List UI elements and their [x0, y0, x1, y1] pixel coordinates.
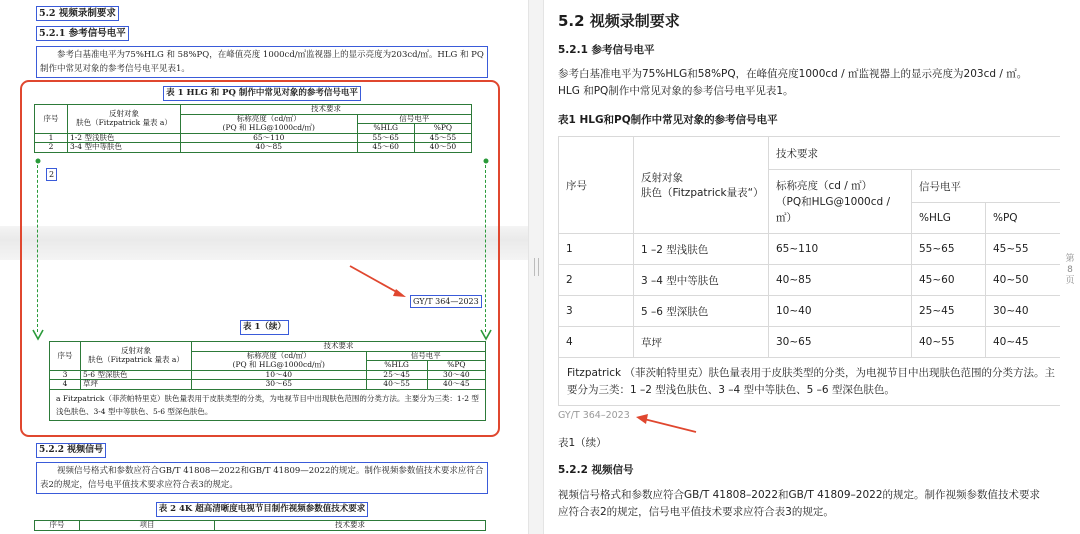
- table-row: 3 5 –6 型深肤色 10~40 25~45 30~40: [559, 296, 1061, 327]
- table-title-converted: 表1 HLG和PQ制作中常见对象的参考信号电平: [558, 114, 778, 126]
- header-level: 信号电平: [357, 114, 471, 124]
- heading-5-2: 5.2 视频录制要求: [558, 12, 680, 30]
- pdf-source-pane[interactable]: [0, 0, 528, 534]
- paragraph-video-signal: 视频信号格式和参数应符合GB/T 41808—2022和GB/T 41809—2022的规定。制作视频参数值技术要求应符合表2的规定，信号电平值技术要求应符合表3的规定。: [36, 462, 488, 494]
- table-row: 2 3 –4 型中等肤色 40~85 45~60 40~50: [559, 265, 1061, 296]
- table1-part-b: 序号 反射对象 肤色（Fitzpatrick 量表 a） 技术要求 标称亮度（cd/㎡） (PQ 和 HLG@1000cd/㎡) 信号电平 %HLG %PQ 3 5-6 型深肤色 10～40 25～45 30～40 4 草坪 30～65 40～55 40～45 a Fitzpatrick（菲茨帕特里克）肤色量表用于皮肤类型的分类，为电视节目中出现肤色范围的分类方法。主要分为三类：1-2 型浅色肤色、3-4 型中等肤色、5-6 型深色肤色。: [49, 341, 486, 421]
- header-object: 反射对象 肤色（Fitzpatrick量表“）: [634, 137, 769, 234]
- table2-header: 序号 项目 技术要求: [34, 520, 486, 531]
- section-5-2-heading: 5.2 视频录制要求: [36, 6, 488, 21]
- std-number: GY/T 364—2023: [410, 295, 482, 308]
- section-5-2-2-heading: 5.2.2 视频信号: [36, 443, 488, 458]
- table-row: 1 1-2 型浅肤色 65～110 55～65 45～55: [35, 133, 472, 143]
- header-tech: 技术要求: [769, 137, 1061, 170]
- page-marker: 2: [46, 168, 57, 181]
- converted-table: [558, 136, 1060, 406]
- table1-cont-title: 表 1（续）: [240, 320, 289, 335]
- table1-cont-converted: 表1（续）: [558, 437, 607, 449]
- header-hlg: %HLG: [912, 203, 986, 234]
- heading-5-2-1: 5.2.1 参考信号电平: [558, 44, 655, 56]
- header-luminance: 标称亮度（cd/㎡） (PQ 和 HLG@1000cd/㎡): [181, 114, 358, 133]
- header-pq: %PQ: [986, 203, 1061, 234]
- table-row: 3 5-6 型深肤色 10～40 25～45 30～40: [50, 370, 486, 380]
- paragraph-video-signal-converted: 视频信号格式和参数应符合GB/T 41808–2022和GB/T 41809–2022的规定。制作视频参数值技术要求应符合表2的规定，信号电平值技术要求应符合表3的规定。: [558, 489, 1041, 518]
- annotation-highlight-box: [20, 80, 500, 437]
- paragraph-reference-level-converted: 参考白基准电平为75%HLG和58%PQ，在峰值亮度1000cd / ㎡监视器上的显示亮度为203cd / ㎡。HLG 和PQ制作中常见对象的参考信号电平见表1。: [558, 68, 1028, 97]
- table-row: 4 草坪 30~65 40~55 40~45: [559, 327, 1061, 358]
- table-row: 1 1 –2 型浅肤色 65~110 55~65 45~55: [559, 234, 1061, 265]
- table-row: 4 草坪 30～65 40～55 40～45: [50, 380, 486, 390]
- heading-5-2-2: 5.2.2 视频信号: [558, 464, 634, 476]
- table1-title: 表 1 HLG 和 PQ 制作中常见对象的参考信号电平: [36, 86, 488, 101]
- table1-footnote: a Fitzpatrick（菲茨帕特里克）肤色量表用于皮肤类型的分类，为电视节目中出现肤色范围的分类方法。主要分为三类：1-2 型浅色肤色、3-4 型中等肤色、5-6 型深色肤色。: [50, 389, 486, 420]
- page-indicator: 第 8 页: [1065, 254, 1075, 286]
- header-pq: %PQ: [414, 124, 471, 134]
- header-tech: 技术要求: [181, 105, 472, 115]
- section-5-2-1-heading: 5.2.1 参考信号电平: [36, 26, 488, 41]
- converted-output-pane[interactable]: [542, 0, 1060, 534]
- header-object: 反射对象 肤色（Fitzpatrick 量表 a）: [68, 105, 181, 134]
- header-luminance: 标称亮度（cd / ㎡） （PQ和HLG@1000cd / ㎡）: [769, 170, 912, 234]
- header-seq: 序号: [35, 105, 68, 134]
- table-row: 2 3-4 型中等肤色 40～85 45～60 40～50: [35, 143, 472, 153]
- annotation-arrow-icon: [632, 412, 700, 436]
- table-footnote-converted: Fitzpatrick （菲茨帕特里克）肤色量表用于皮肤类型的分类，为电视节目中出现肤色范围的分类方法。主要分为三类：1 –2 型浅色肤色、3 –4 型中等肤色、5 –6 型深色肤色。: [559, 358, 1061, 406]
- header-seq: 序号: [559, 137, 634, 234]
- header-level: 信号电平: [912, 170, 1061, 203]
- header-hlg: %HLG: [357, 124, 414, 134]
- paragraph-reference-level: 参考白基准电平为75%HLG 和 58%PQ，在峰值亮度 1000cd/㎡监视器上的显示亮度为203cd/㎡。HLG 和 PQ 制作中常见对象的参考信号电平见表1。: [36, 46, 488, 78]
- table2-title: 表 2 4K 超高清晰度电视节目制作视频参数值技术要求: [36, 502, 488, 517]
- std-number-converted: GY/T 364–2023: [558, 410, 630, 421]
- splitter-grip-icon: [534, 258, 539, 276]
